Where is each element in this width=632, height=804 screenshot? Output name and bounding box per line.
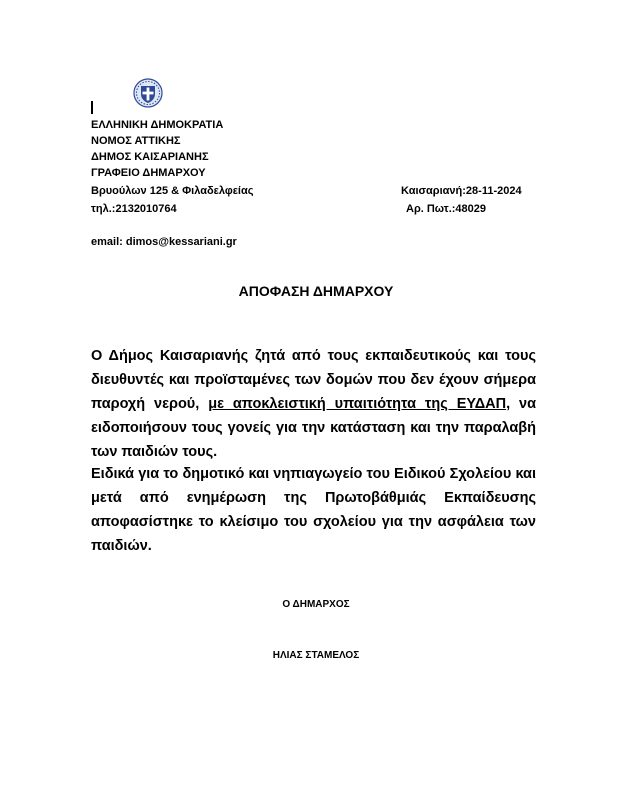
header-email: email: dimos@kessariani.gr	[91, 236, 237, 248]
paragraph-1	[91, 344, 536, 464]
header-line-country: ΕΛΛΗΝΙΚΗ ΔΗΜΟΚΡΑΤΙΑ	[91, 119, 224, 131]
signature-role: Ο ΔΗΜΑΡΧΟΣ	[282, 599, 350, 610]
header-address: Βρυούλων 125 & Φιλαδελφείας	[91, 185, 254, 197]
paragraph-2: Ειδικά για το δημοτικό και νηπιαγωγείο του Ειδικού Σχολείου και μετά από ενημέρωση της Πρωτοβάθμιάς Εκπαίδευσης αποφασίστηκε το κλείσιμο του σχολείου για την ασφάλεια των παιδιών.	[91, 466, 536, 554]
document-title: ΑΠΟΦΑΣΗ ΔΗΜΑΡΧΟΥ	[238, 283, 394, 299]
text-cursor	[91, 101, 93, 114]
greek-emblem-icon	[133, 78, 163, 108]
paragraph-1-text-b: , να ειδοποιήσουν τους γονείς για την κατάσταση και την παραλαβή των παιδιών τους.	[91, 396, 537, 460]
signature-name: ΗΛΙΑΣ ΣΤΑΜΕΛΟΣ	[272, 650, 360, 661]
header-phone: τηλ.:2132010764	[91, 203, 177, 215]
header-line-municipality: ΔΗΜΟΣ ΚΑΙΣΑΡΙΑΝΗΣ	[91, 151, 209, 163]
header-line-office: ΓΡΑΦΕΙΟ ΔΗΜΑΡΧΟΥ	[91, 167, 206, 179]
paragraph-1-text-a: Ο Δήμος Καισαριανής ζητά από τους εκπαιδευτικούς και τους διευθυντές και προϊσταμένες των δομών που δεν έχουν σήμερα παροχή νερού,	[91, 348, 536, 412]
header-date: Καισαριανή:28-11-2024	[401, 185, 522, 197]
header-protocol-number: Αρ. Πωτ.:48029	[406, 203, 487, 215]
header-line-prefecture: ΝΟΜΟΣ ΑΤΤΙΚΗΣ	[91, 135, 181, 147]
paragraph-1-underlined: με αποκλειστική υπαιτιότητα της ΕΥΔΑΠ	[208, 396, 507, 412]
